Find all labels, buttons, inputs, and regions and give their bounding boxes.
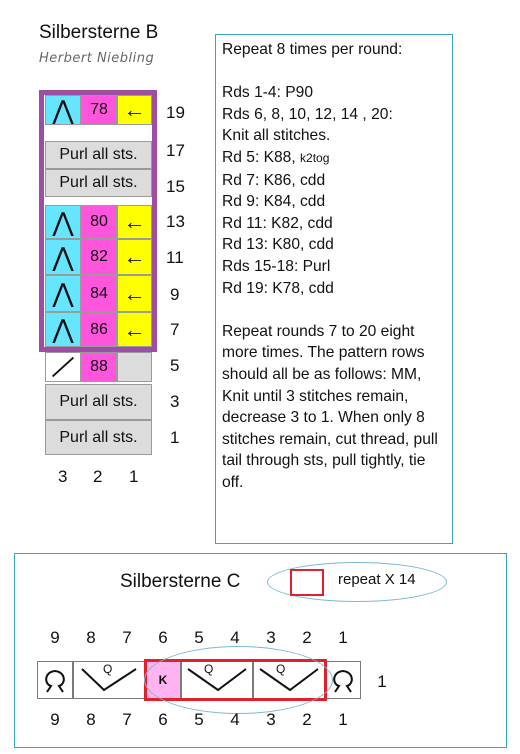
stitch-number: 4 xyxy=(230,628,240,647)
arrow-left-icon: ← xyxy=(117,205,152,239)
decrease-symbol-icon xyxy=(73,661,145,699)
k-cell: K xyxy=(145,661,181,699)
stitch-count: 86 xyxy=(81,312,117,347)
stitch-number: 2 xyxy=(302,628,312,647)
stitch-count: 84 xyxy=(81,275,117,312)
arrow-left-icon: ← xyxy=(117,239,152,275)
stitch-number: 2 xyxy=(302,710,312,729)
stitch-number: 1 xyxy=(338,710,348,729)
k2tog-icon xyxy=(45,352,81,382)
cdd-symbol-icon: ⋀ xyxy=(45,205,81,239)
stitch-number: 9 xyxy=(50,628,60,647)
row-number: 1 xyxy=(170,428,180,447)
k2tog-text: k2tog xyxy=(300,150,330,165)
purl-row: Purl all sts. xyxy=(45,169,152,197)
instruction-line: Rd 19: K78, cdd xyxy=(222,279,334,297)
row-number: 11 xyxy=(166,248,184,267)
stitch-number: 8 xyxy=(86,628,96,647)
row-number: 7 xyxy=(170,320,180,339)
row-number: 5 xyxy=(170,356,180,375)
instruction-line: Rds 1-4: P90 xyxy=(222,84,314,102)
stitch-number: 7 xyxy=(122,628,132,647)
stitch-number: 3 xyxy=(266,628,276,647)
instruction-line: Rd 9: K84, cdd xyxy=(222,193,326,211)
arrow-left-icon: ← xyxy=(117,312,152,347)
stitch-count: 80 xyxy=(81,205,117,239)
twisted-stitch-icon xyxy=(37,661,73,699)
cdd-symbol-icon: ⋀ xyxy=(45,275,81,312)
column-number: 1 xyxy=(129,467,139,486)
stitch-number: 1 xyxy=(338,628,348,647)
instruction-line xyxy=(222,147,446,170)
row-number: 1 xyxy=(377,672,387,691)
stitch-number: 8 xyxy=(86,710,96,729)
instruction-paragraph: Repeat rounds 7 to 20 eight more times. The pattern rows should all be as follows: MM, Knit until 3 stitches remain, decrease 3 to 1. When only 8 stitches remain, cut thread, pull tail through sts, pull tightly, tie off. xyxy=(222,322,438,491)
stitch-number: 4 xyxy=(230,710,240,729)
repeat-oval xyxy=(144,646,333,714)
empty-cell xyxy=(117,352,152,382)
row-number: 19 xyxy=(166,103,185,122)
row-number: 17 xyxy=(166,141,185,160)
stitch-count: 88 xyxy=(81,352,117,382)
cdd-symbol-icon: ⋀ xyxy=(45,239,81,275)
purl-row: Purl all sts. xyxy=(45,384,152,420)
row-number: 9 xyxy=(170,285,180,304)
instruction-line: Rd 11: K82, cdd xyxy=(222,214,333,232)
row-number: 3 xyxy=(170,392,180,411)
stitch-number: 5 xyxy=(194,710,204,729)
repeat-legend-square xyxy=(290,569,324,596)
instruction-line: Rd 13: K80, cdd xyxy=(222,236,334,254)
chart-b-title: Silbersterne B xyxy=(39,22,159,43)
instruction-line: Rds 15-18: Purl xyxy=(222,257,331,275)
cdd-symbol-icon: ⋀ xyxy=(45,95,81,125)
q-label: Q xyxy=(204,662,214,676)
repeat-frame xyxy=(39,90,157,352)
instruction-line: Rd 7: K86, cdd xyxy=(222,171,326,189)
stitch-number: 6 xyxy=(158,710,168,729)
purl-row: Purl all sts. xyxy=(45,141,152,169)
cdd-symbol-icon: ⋀ xyxy=(45,312,81,347)
instruction-text: Rd 5: K88, xyxy=(222,148,301,166)
stitch-number: 6 xyxy=(158,628,168,647)
row-number: 15 xyxy=(166,177,185,196)
row-number: 13 xyxy=(166,212,185,231)
instruction-line: Repeat 8 times per round: xyxy=(222,41,403,58)
instruction-line: Knit all stitches. xyxy=(222,127,331,145)
q-label: Q xyxy=(103,662,113,676)
stitch-number: 3 xyxy=(266,710,276,729)
stitch-count: 82 xyxy=(81,239,117,275)
arrow-left-icon: ← xyxy=(117,95,152,125)
author-name: Herbert Niebling xyxy=(39,51,155,66)
repeat-label: repeat X 14 xyxy=(338,571,416,588)
stitch-number: 5 xyxy=(194,628,204,647)
chart-c-title: Silbersterne C xyxy=(120,571,241,592)
stitch-count: 78 xyxy=(81,95,117,125)
instructions-box xyxy=(215,34,453,544)
stitch-number: 7 xyxy=(122,710,132,729)
q-label: Q xyxy=(276,662,286,676)
purl-row: Purl all sts. xyxy=(45,420,152,455)
stitch-number: 9 xyxy=(50,710,60,729)
arrow-left-icon: ← xyxy=(117,275,152,312)
column-number: 3 xyxy=(58,467,68,486)
instruction-line: Rds 6, 8, 10, 12, 14 , 20: xyxy=(222,105,393,123)
column-number: 2 xyxy=(93,467,103,486)
